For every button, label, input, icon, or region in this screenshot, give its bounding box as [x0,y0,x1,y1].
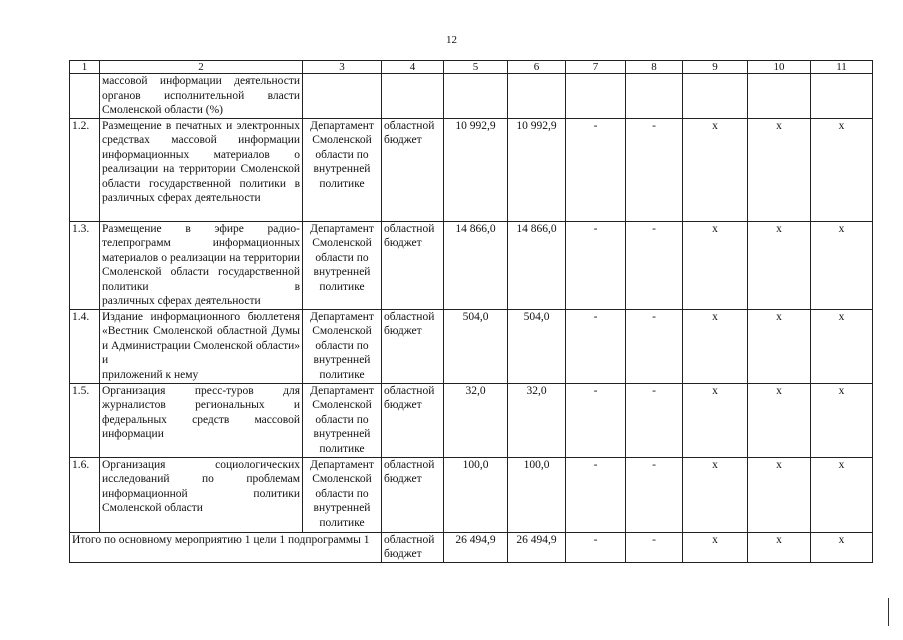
col7-value [566,74,626,119]
col10-value [748,74,811,119]
name-line: информационной политики [102,487,300,500]
table-row [70,118,873,221]
header-cell: 8 [626,61,683,74]
col7-value: - [566,118,626,221]
source [382,74,444,119]
measure-name [100,457,303,532]
row-number [70,74,100,119]
row-number: 1.6. [70,457,100,532]
name-line: бюллетеня «Вестник Смоленской [102,310,300,337]
page-number: 12 [446,34,457,46]
name-line: информации [102,428,164,440]
col8-value: - [626,383,683,457]
header-cell: 4 [382,61,444,74]
name-line: Смоленской области» и [102,339,301,366]
year1-value: 26 494,9 [508,532,566,562]
funding-source: областной бюджет [382,221,444,309]
col8-value: - [626,118,683,221]
col9-value: х [683,221,748,309]
measure-name [100,74,303,119]
name-line: различных сферах деятельности [102,192,261,204]
margin-mark [888,598,889,626]
col8-value [626,74,683,119]
total-value: 100,0 [444,457,508,532]
col9-value: х [683,118,748,221]
col9-value: х [683,309,748,383]
total-value: 14 866,0 [444,221,508,309]
col11-value: х [811,532,873,562]
table-row [70,309,873,383]
col9-value: х [683,457,748,532]
header-cell: 5 [444,61,508,74]
funding-source: областной бюджет [382,457,444,532]
total-value: 504,0 [444,309,508,383]
row-number: 1.4. [70,309,100,383]
total-label: Итого по основному мероприятию 1 цели 1 подпрограммы 1 [70,532,382,562]
col11-value: х [811,118,873,221]
name-line: областной Думы и Администрации [102,325,300,352]
header-cell: 10 [748,61,811,74]
name-line: Организация социологических [102,458,300,471]
total-value [444,74,508,119]
name-line: электронных средствах массовой [102,119,301,146]
name-line: приложений к нему [102,368,199,381]
header-cell: 6 [508,61,566,74]
measure-name [100,383,303,457]
name-line: государственной политики в [102,266,300,293]
name-line: материалов о реализации на [102,251,241,264]
name-line: журналистов региональных и [102,399,300,411]
row-number: 1.5. [70,383,100,457]
measure-name [100,118,303,221]
continuation-row [70,74,873,119]
year1-value: 32,0 [508,383,566,457]
col8-value: - [626,532,683,562]
year1-value [508,74,566,119]
funding-source: областной бюджет [382,309,444,383]
header-cell: 1 [70,61,100,74]
col10-value: х [748,457,811,532]
col10-value: х [748,309,811,383]
total-row [70,532,873,562]
measure-name [100,221,303,309]
executor: Департамент Смоленской области по внутренней политике [303,383,382,457]
col7-value: - [566,532,626,562]
name-line: массовой информации деятельности [102,75,300,87]
executor [303,74,382,119]
executor: Департамент Смоленской области по внутренней политике [303,221,382,309]
table-row [70,457,873,532]
col8-value: - [626,309,683,383]
col9-value: х [683,532,748,562]
name-line: федеральных средств массовой [102,413,300,426]
col10-value: х [748,221,811,309]
header-row [70,61,873,74]
header-cell: 2 [100,61,303,74]
col10-value: х [748,532,811,562]
col11-value [811,74,873,119]
header-cell: 7 [566,61,626,74]
name-line: государственной политики в [148,177,300,190]
total-source: областной бюджет [382,532,444,562]
name-line: Организация пресс-туров для [102,384,300,397]
col11-value: х [811,457,873,532]
total-value: 26 494,9 [444,532,508,562]
col10-value: х [748,118,811,221]
col10-value: х [748,383,811,457]
col11-value: х [811,221,873,309]
name-line: Смоленской области [102,502,203,514]
executor: Департамент Смоленской области по внутренней политике [303,118,382,221]
col7-value: - [566,309,626,383]
year1-value: 14 866,0 [508,221,566,309]
name-line: телепрограмм информационных [102,237,300,249]
col11-value: х [811,383,873,457]
program-table [69,60,873,563]
name-line: органов исполнительной власти [102,89,300,102]
col11-value: х [811,309,873,383]
col8-value: - [626,457,683,532]
name-line: территории Смоленской области [102,251,301,278]
year1-value: 100,0 [508,457,566,532]
col9-value [683,74,748,119]
name-line: информации информационных [102,134,301,161]
year1-value: 10 992,9 [508,118,566,221]
header-cell: 9 [683,61,748,74]
col9-value: х [683,383,748,457]
header-cell: 11 [811,61,873,74]
year1-value: 504,0 [508,309,566,383]
row-number: 1.2. [70,118,100,221]
row-number: 1.3. [70,221,100,309]
col7-value: - [566,383,626,457]
name-line: исследований по проблемам [102,473,300,485]
name-line: материалов о реализации на [102,148,300,175]
col8-value: - [626,221,683,309]
name-line: Издание информационного [102,310,241,323]
name-line: Смоленской области (%) [102,104,223,116]
funding-source: областной бюджет [382,118,444,221]
funding-source: областной бюджет [382,383,444,457]
total-value: 32,0 [444,383,508,457]
name-line: Размещение в эфире радио- [102,222,300,235]
name-line: территории Смоленской области [102,163,300,190]
executor: Департамент Смоленской области по внутренней политике [303,309,382,383]
table-row [70,383,873,457]
total-value: 10 992,9 [444,118,508,221]
col7-value: - [566,457,626,532]
name-line: Размещение в печатных и [102,119,233,132]
header-cell: 3 [303,61,382,74]
col7-value: - [566,221,626,309]
name-line: различных сферах деятельности [102,295,261,307]
table-row [70,221,873,309]
executor: Департамент Смоленской области по внутренней политике [303,457,382,532]
measure-name [100,309,303,383]
